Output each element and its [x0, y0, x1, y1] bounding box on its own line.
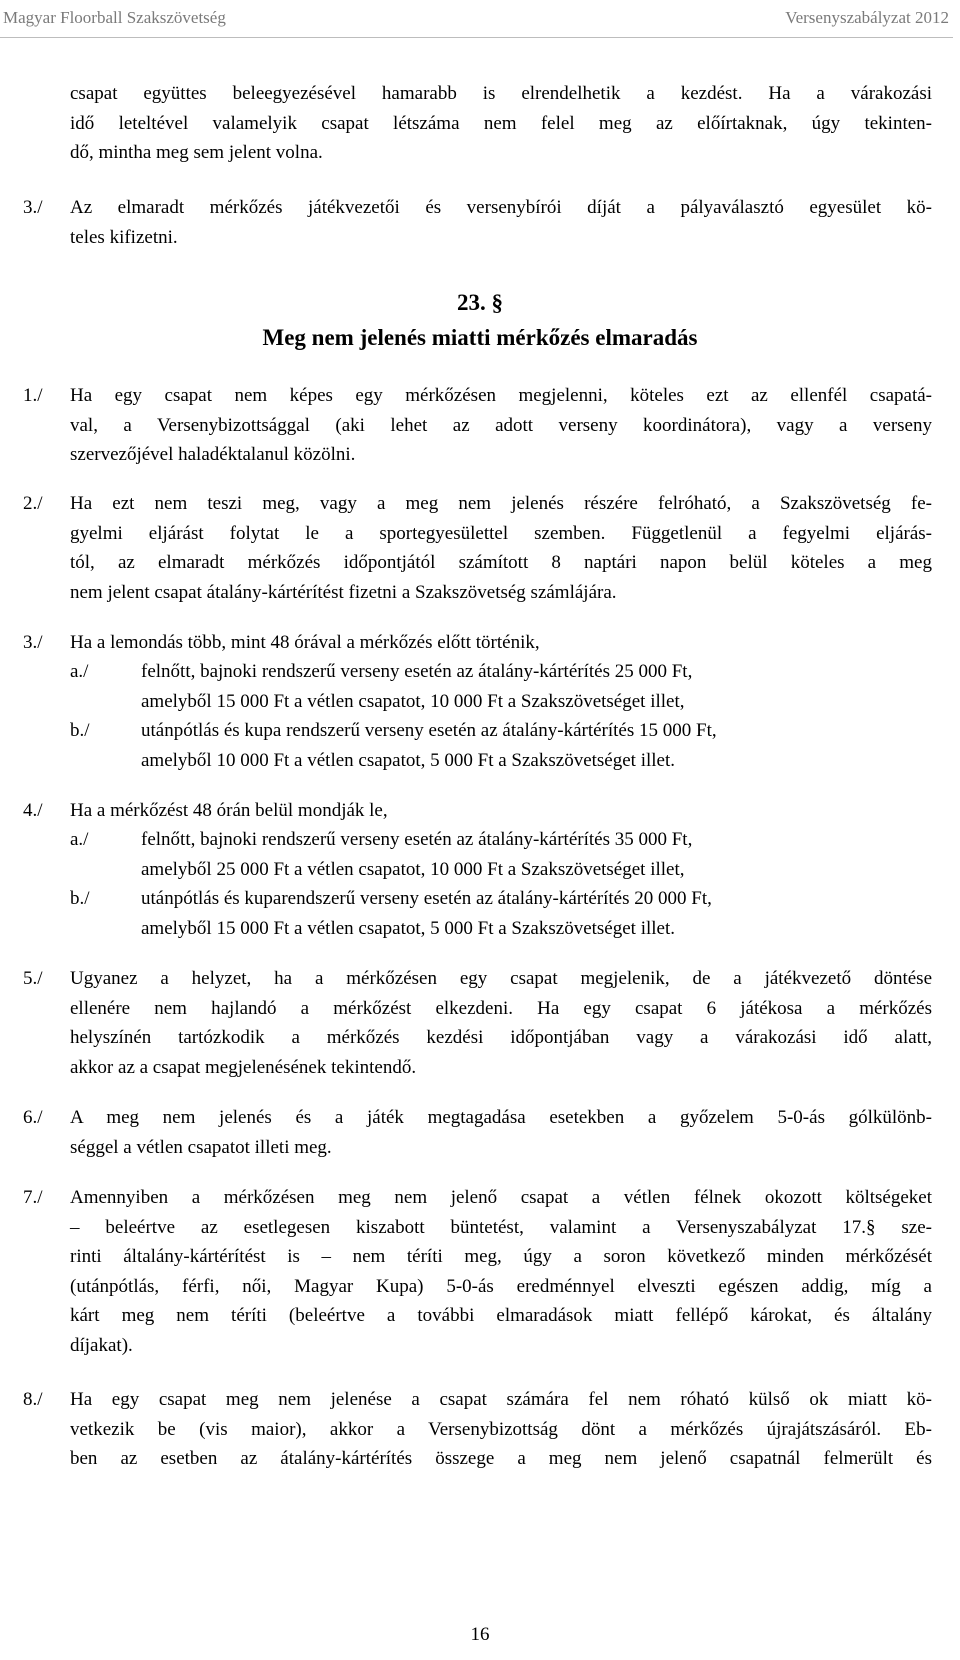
text-line: Ha egy csapat meg nem jelenése a csapat számára fel nem róható külső ok miatt kö-: [70, 1389, 932, 1410]
text-line: teles kifizetni.: [70, 226, 178, 248]
sub-item-letter: a./: [70, 661, 89, 682]
text-line: amelyből 15 000 Ft a vétlen csapatot, 10 000 Ft a Szakszövetséget illet,: [141, 690, 685, 712]
text-line: – beleértve az esetlegesen kiszabott büntetést, valamint a Versenyszabályzat 17.§ sze-: [70, 1216, 932, 1238]
item-text: [70, 1103, 932, 1162]
text-line: utánpótlás és kuparendszerű verseny esetén az átalány-kártérítés 20 000 Ft,: [141, 888, 712, 909]
text-line: Ha a mérkőzést 48 órán belül mondják le,: [70, 800, 388, 821]
text-line: akkor az a csapat megjelenésének tekintendő.: [70, 1056, 417, 1078]
text-line: felnőtt, bajnoki rendszerű verseny esetén az átalány-kártérítés 25 000 Ft,: [141, 661, 693, 682]
text-line: rinti általány-kártérítést is – nem téríti meg, úgy a soron következő minden mérkőzését: [70, 1246, 932, 1268]
text-line: amelyből 10 000 Ft a vétlen csapatot, 5 000 Ft a Szakszövetséget illet.: [141, 749, 675, 771]
item-number: 7./: [23, 1187, 43, 1208]
text-line: Az elmaradt mérkőzés játékvezetői és versenybírói díját a pályaválasztó egyesület kö-: [70, 197, 932, 218]
sub-item-text: [141, 825, 932, 884]
text-line: amelyből 15 000 Ft a vétlen csapatot, 5 000 Ft a Szakszövetséget illet.: [141, 917, 675, 939]
text-line: kárt meg nem téríti (beleértve a további elmaradások miatt fellépő károkat, és általány: [70, 1305, 932, 1327]
item-text: [70, 1183, 932, 1361]
text-line: helyszínén tartózkodik a mérkőzés kezdési időpontjában vagy a várakozási idő alatt,: [70, 1027, 932, 1049]
text-line: ben az esetben az átalány-kártérítés összege a meg nem jelenő csapatnál felmerült és: [70, 1448, 932, 1470]
item-number: 3./: [23, 197, 43, 218]
sub-item-letter: b./: [70, 720, 90, 741]
text-line: utánpótlás és kupa rendszerű verseny esetén az átalány-kártérítés 15 000 Ft,: [141, 720, 717, 741]
text-line: tól, az elmaradt mérkőzés időpontjától számított 8 naptári napon belül köteles a meg: [70, 552, 932, 574]
sub-item-text: [141, 657, 932, 716]
text-line: dő, mintha meg sem jelent volna.: [70, 142, 323, 164]
item-number: 3./: [23, 632, 43, 653]
section-symbol: §: [491, 290, 503, 315]
sub-item-letter: b./: [70, 888, 90, 909]
page-number: 16: [470, 1624, 490, 1645]
text-line: amelyből 25 000 Ft a vétlen csapatot, 10 000 Ft a Szakszövetséget illet,: [141, 858, 685, 880]
section-number-text: 23.: [457, 290, 486, 315]
text-line: ellenére nem hajlandó a mérkőzést elkezdeni. Ha egy csapat 6 játékosa a mérkőzés: [70, 997, 932, 1019]
text-line: vetkezik be (vis maior), akkor a Versenybizottság dönt a mérkőzés újrajátszásáról. Eb-: [70, 1418, 932, 1440]
text-line: (utánpótlás, férfi, női, Magyar Kupa) 5-0-ás eredménnyel elveszti egészen addig, míg a: [70, 1275, 932, 1297]
text-line: Ha a lemondás több, mint 48 órával a mérkőzés előtt történik,: [70, 632, 540, 653]
text-line: séggel a vétlen csapatot illeti meg.: [70, 1136, 332, 1158]
sub-item-letter: a./: [70, 829, 89, 850]
item-text: [70, 381, 932, 470]
text-line: gyelmi eljárást folytat le a sportegyesülettel szemben. Függetlenül a fegyelmi eljárás-: [70, 522, 932, 544]
running-header-left: Magyar Floorball Szakszövetség: [3, 8, 226, 27]
running-header-right: Versenyszabályzat 2012: [785, 8, 949, 27]
item-number: 4./: [23, 800, 43, 821]
text-line: Ugyanez a helyzet, ha a mérkőzésen egy csapat megjelenik, de a játékvezető döntése: [70, 968, 932, 989]
sub-item-text: [141, 716, 932, 775]
text-line: val, a Versenybizottsággal (aki lehet az adott verseny koordinátora), vagy a verseny: [70, 414, 932, 436]
item-number: 2./: [23, 493, 43, 514]
item-text: [70, 489, 932, 607]
text-line: Ha ezt nem teszi meg, vagy a meg nem jelenés részére felróható, a Szakszövetség fe-: [70, 493, 932, 514]
text-line: díjakat).: [70, 1334, 133, 1356]
item-number: 1./: [23, 385, 43, 406]
item-text: [70, 193, 932, 252]
item-intro: [70, 628, 932, 658]
item-number: 5./: [23, 968, 43, 989]
section-number: [0, 288, 960, 317]
text-line: szervezőjével haladéktalanul közölni.: [70, 444, 356, 466]
item-text: [70, 1385, 932, 1474]
text-line: Amennyiben a mérkőzésen meg nem jelenő csapat a vétlen félnek okozott költségeket: [70, 1187, 932, 1208]
text-line: nem jelent csapat átalány-kártérítést fizetni a Szakszövetség számlájára.: [70, 581, 617, 603]
header-divider: [0, 37, 953, 38]
item-number: 8./: [23, 1389, 43, 1410]
text-line: csapat együttes beleegyezésével hamarabb is elrendelhetik a kezdést. Ha a várakozási: [70, 83, 932, 104]
text-line: idő leteltével valamelyik csapat létszáma nem felel meg az előírtaknak, úgy tekinten-: [70, 112, 932, 134]
item-intro: [70, 796, 932, 826]
section-title: Meg nem jelenés miatti mérkőzés elmaradás: [262, 325, 698, 350]
text-line: Ha egy csapat nem képes egy mérkőzésen megjelenni, köteles ezt az ellenfél csapatá-: [70, 385, 932, 406]
continuation-paragraph: [70, 79, 932, 168]
text-line: A meg nem jelenés és a játék megtagadása esetekben a győzelem 5-0-ás gólkülönb-: [70, 1107, 932, 1128]
item-number: 6./: [23, 1107, 43, 1128]
text-line: felnőtt, bajnoki rendszerű verseny esetén az átalány-kártérítés 35 000 Ft,: [141, 829, 693, 850]
item-text: [70, 964, 932, 1082]
sub-item-text: [141, 884, 932, 943]
